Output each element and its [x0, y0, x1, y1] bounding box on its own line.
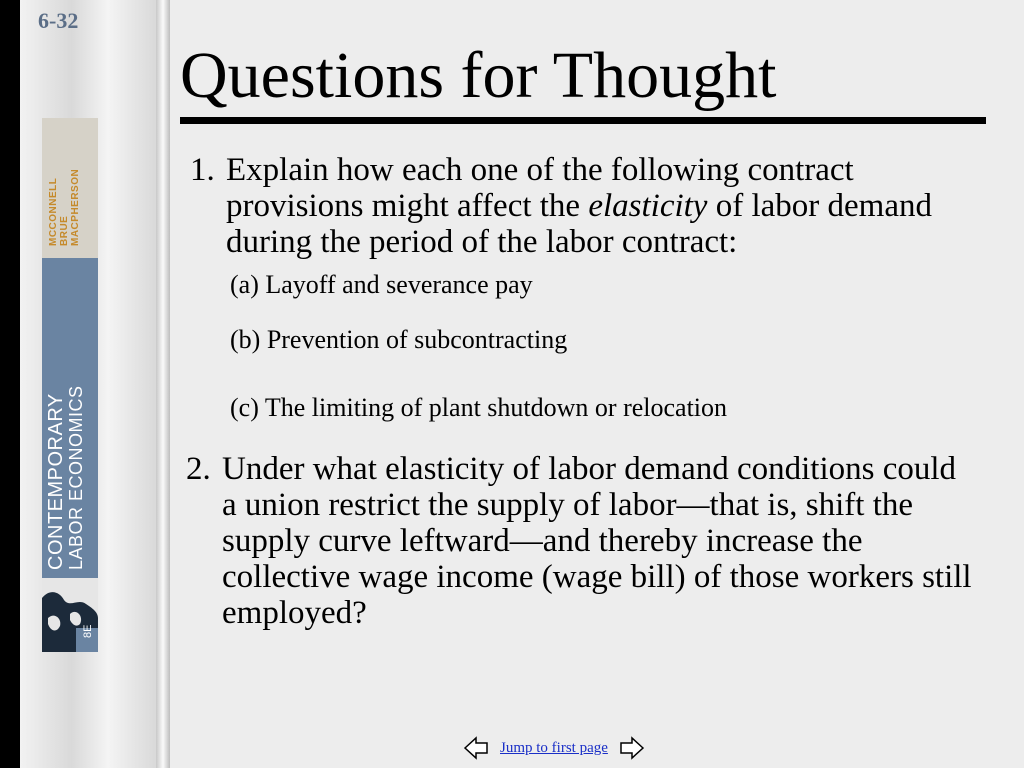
edition-label: 8E: [82, 624, 94, 638]
cover-art: [42, 578, 98, 652]
book-title-line2: LABOR ECONOMICS: [66, 385, 86, 570]
author-3: MACPHERSON: [70, 168, 81, 246]
left-arrow-icon[interactable]: [462, 734, 490, 762]
book-title-line1: CONTEMPORARY: [45, 393, 67, 570]
navigation: [462, 733, 646, 763]
question-1: [190, 152, 980, 260]
sidebar-strip: [156, 0, 170, 768]
question-2-text: Under what elasticity of labor demand conditions could a union restrict the supply of labor—that is, shift the supply curve leftward—and thereby increase the collective wage income (wage bill) of those workers still employed?: [222, 451, 972, 631]
question-1-text: [190, 152, 980, 260]
question-1-text-before: Explain how each one of the following contract provisions might affect the: [226, 152, 854, 224]
author-2: BRUE: [59, 215, 70, 246]
question-1-emphasis: elasticity: [588, 188, 708, 224]
book-title-block: [42, 258, 98, 578]
question-2: [186, 451, 976, 631]
subitem-c: (c) The limiting of plant shutdown or relocation: [230, 393, 728, 422]
sidebar: [20, 0, 170, 768]
jump-to-first-page-link[interactable]: Jump to first page: [500, 739, 608, 756]
author-1: MCCONNELL: [48, 177, 59, 246]
book-title: [46, 260, 86, 570]
question-2-number: 2.: [186, 451, 211, 487]
cover-art-image: [42, 578, 98, 652]
left-black-bar: [0, 0, 20, 768]
right-arrow-icon[interactable]: [618, 734, 646, 762]
book-spine-logo: [42, 118, 98, 652]
title-rule: [180, 117, 986, 124]
authors-text: [48, 116, 81, 246]
subitem-b: (b) Prevention of subcontracting: [230, 325, 568, 354]
question-1-text-after: of labor demand during the period of the labor contract:: [226, 188, 932, 260]
page-title: Questions for Thought: [180, 39, 777, 112]
slide-number: 6-32: [38, 8, 79, 33]
question-1-number: 1.: [190, 152, 215, 188]
authors-block: [42, 118, 98, 258]
subitem-a: (a) Layoff and severance pay: [230, 270, 533, 299]
